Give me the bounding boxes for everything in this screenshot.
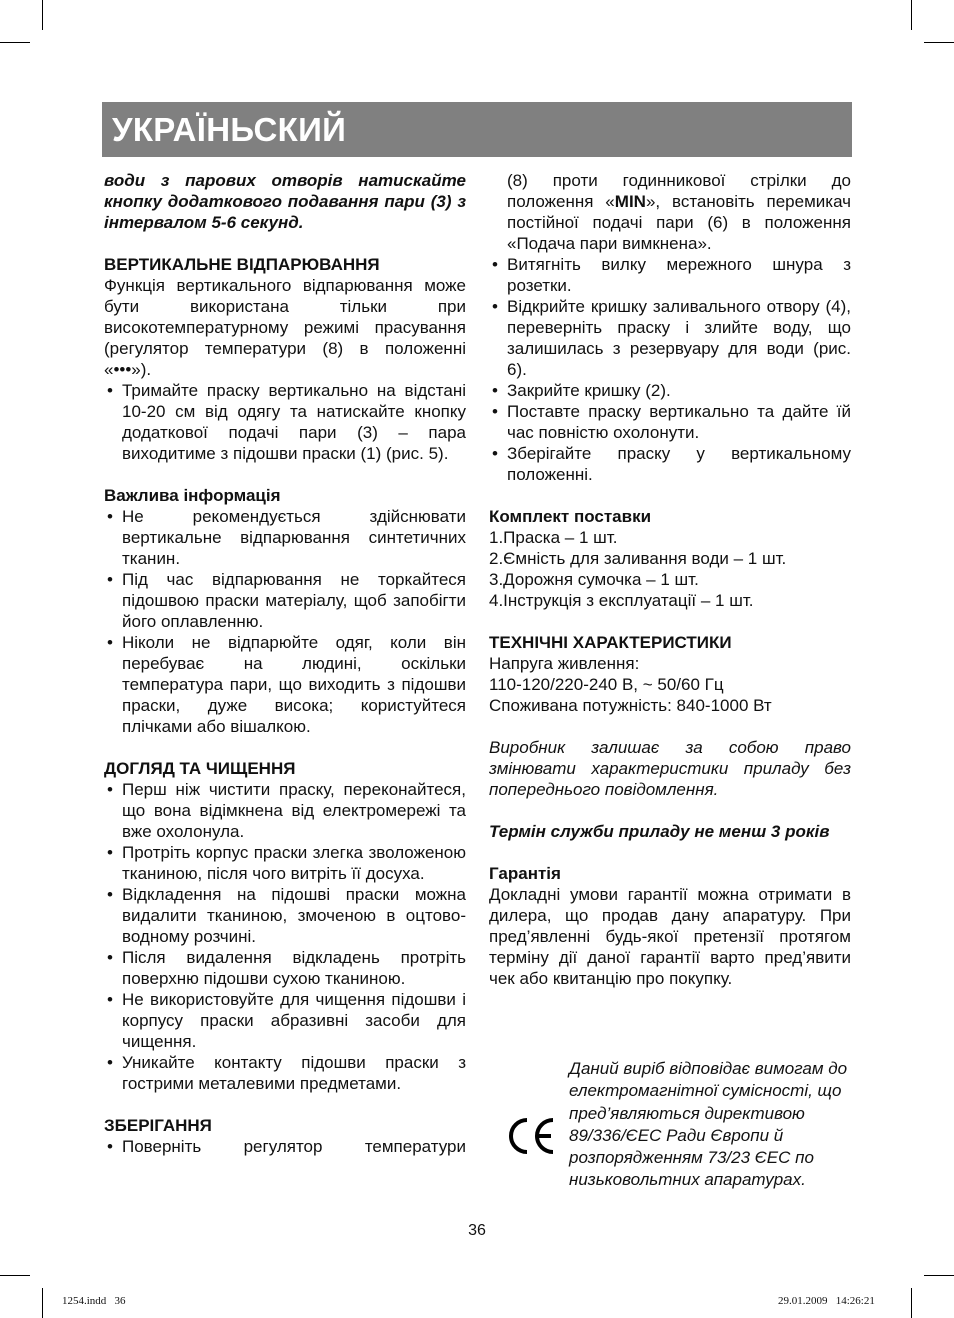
list-item: • Під час відпарювання не торкайтеся підошвою праски матеріалу, щоб запобігти його оплавленню.: [104, 569, 466, 632]
crop-mark: [924, 1275, 954, 1276]
crop-mark: [911, 0, 912, 30]
crop-mark: [42, 1288, 43, 1318]
list-item: 2.Ємність для заливання води – 1 шт.: [489, 549, 787, 568]
list-item: • Після видалення відкладень протріть поверхню підошви сухою тканиною.: [104, 947, 466, 989]
list-item: • Ніколи не відпарюйте одяг, коли він перебуває на людині, оскільки температура пари, що виходить з підошви праски, дуже висока; користуйтеся плічками або вішалкою.: [104, 632, 466, 737]
language-header-bar: [102, 102, 852, 157]
list-item: • Не використовуйте для чищення підошви і корпусу праски абразивні засоби для чищення.: [104, 989, 466, 1052]
spec-line: Напруга живлення:: [489, 654, 640, 673]
section-heading-specs: ТЕХНІЧНІ ХАРАКТЕРИСТИКИ: [489, 633, 732, 652]
list-item: 1.Праска – 1 шт.: [489, 528, 618, 547]
storage-continuation: [489, 170, 851, 254]
list-item: • Відкладення на підошві праски можна видалити тканиною, змоченою в оцтово-водному розчині.: [104, 884, 466, 947]
list-item: • Поставте праску вертикально та дайте їй час повністю охолонути.: [489, 401, 851, 443]
section-heading-vertical: ВЕРТИКАЛЬНЕ ВІДПАРЮВАННЯ: [104, 255, 380, 274]
list-item: • Закрийте кришку (2).: [489, 380, 851, 401]
service-life-note: Термін служби приладу не менш 3 років: [489, 822, 830, 841]
intro-text: води з парових отворів натискайте кнопку додаткового подавання пари (3) з інтервалом 5-6 секунд.: [104, 171, 466, 232]
footer-date-info: 29.01.2009 14:26:21: [778, 1295, 875, 1307]
footer-file-info: 1254.indd 36: [62, 1295, 126, 1307]
list-item: • Відкрийте кришку заливального отвору (4), переверніть праску і злийте воду, що залишилась з резервуару для води (рис. 6).: [489, 296, 851, 380]
ce-mark-icon: [505, 1116, 557, 1156]
min-label: MIN: [614, 192, 646, 211]
section-heading-kit: Комплект поставки: [489, 507, 652, 526]
list-item: • Поверніть регулятор температури: [104, 1136, 466, 1157]
list-item: • Зберігайте праску у вертикальному положенні.: [489, 443, 851, 485]
list-item: 3.Дорожня сумочка – 1 шт.: [489, 570, 699, 589]
page-title: УКРАЇНЬСКИЙ: [112, 111, 347, 148]
warranty-text: Докладні умови гарантії можна отримати в дилера, що продав дану апаратуру. При пред’явленні будь-якої претензії протягом терміну дії даної гарантії варто пред’явити чек або квитанцію про покупку.: [489, 885, 851, 988]
vertical-text: Функція вертикального відпарювання може бути використана тільки при високотемпературному режимі прасування (регулятор температури (8) в положенні «•••»).: [104, 276, 466, 379]
kit-list: [489, 527, 851, 611]
crop-mark: [924, 42, 954, 43]
manufacturer-note: Виробник залишає за собою право змінювати характеристики приладу без попереднього повідомлення.: [489, 738, 851, 799]
crop-mark: [42, 0, 43, 30]
section-heading-storage: ЗБЕРІГАННЯ: [104, 1116, 212, 1135]
section-heading-warranty: Гарантія: [489, 864, 561, 883]
page-number: 36: [468, 1222, 486, 1239]
important-bullets: [104, 506, 466, 737]
storage-bullets: [489, 254, 851, 485]
crop-mark: [0, 42, 30, 43]
spec-line: 110-120/220-240 В, ~ 50/60 Гц: [489, 675, 724, 694]
list-item: 4.Інструкція з експлуатації – 1 шт.: [489, 591, 754, 610]
storage-cont-text: (8) проти годинникової стрілки до положення «: [507, 171, 851, 211]
care-bullets: [104, 779, 466, 1094]
right-column: [489, 170, 851, 989]
storage-bullets-start: [104, 1136, 466, 1157]
crop-mark: [0, 1275, 30, 1276]
section-heading-care: ДОГЛЯД ТА ЧИЩЕННЯ: [104, 759, 296, 778]
specs-lines: [489, 653, 851, 716]
list-item: • Не рекомендується здійснювати вертикальне відпарювання синтетичних тканин.: [104, 506, 466, 569]
storage-cont-text: », встановіть перемикач постійної подачі пари (6) в положення «Подача пари вимкнена».: [507, 192, 852, 253]
section-heading-important: Важлива інформація: [104, 486, 281, 505]
left-column: [104, 170, 466, 1157]
list-item: • Протріть корпус праски злегка зволоженою тканиною, після чого витріть її досуха.: [104, 842, 466, 884]
spec-line: Споживана потужність: 840-1000 Вт: [489, 696, 772, 715]
list-item: • Тримайте праску вертикально на відстані 10-20 см від одягу та натискайте кнопку додаткової подачі пари (3) – пара виходитиме з підошви праски (1) (рис. 5).: [104, 380, 466, 464]
list-item: • Витягніть вилку мережного шнура з розетки.: [489, 254, 851, 296]
crop-mark: [911, 1288, 912, 1318]
ce-compliance-text: Даний виріб відповідає вимогам до електромагнітної сумісності, що пред’являються директивою 89/336/ЄЕС Ради Європи й розпорядженням 73/23 ЄЕС по низьковольтних апаратурах.: [569, 1059, 848, 1190]
list-item: • Перш ніж чистити праску, переконайтеся, що вона відімкнена від електромережі та вже охолонула.: [104, 779, 466, 842]
ce-conformity-block: [505, 1058, 855, 1218]
vertical-bullets: [104, 380, 466, 464]
list-item: • Уникайте контакту підошви праски з гострими металевими предметами.: [104, 1052, 466, 1094]
